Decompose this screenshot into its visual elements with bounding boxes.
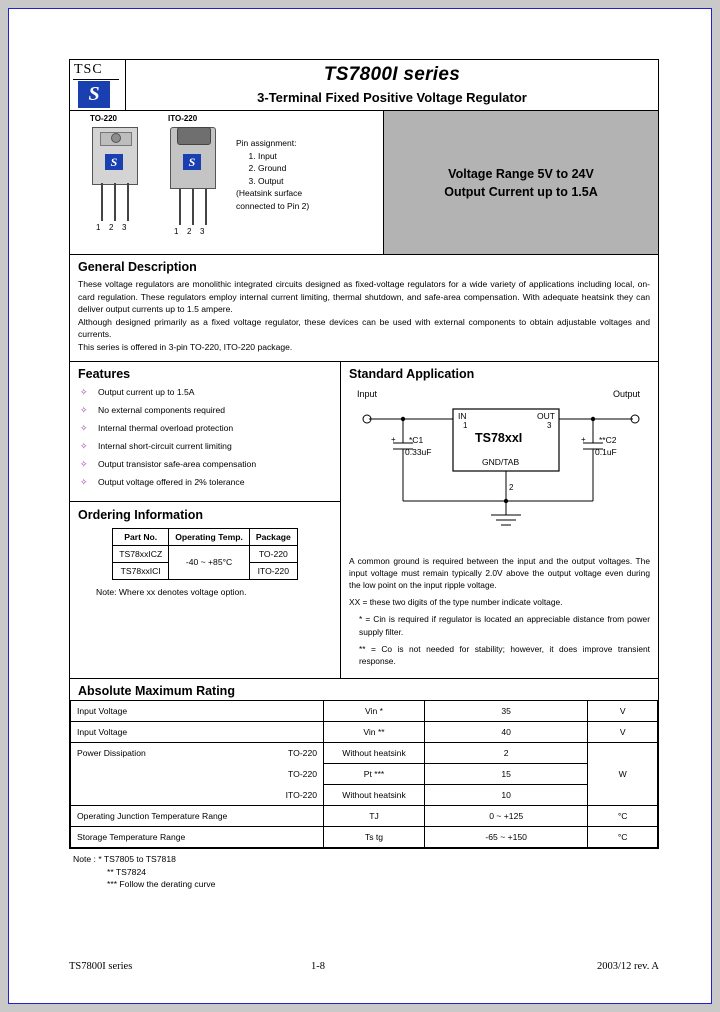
- feature-label: Internal short-circuit current limiting: [98, 440, 232, 451]
- absolute-max-notes: [69, 849, 659, 890]
- company-logo: [70, 60, 126, 110]
- list-item: 2. Ground: [258, 162, 376, 175]
- feature-label: Output voltage offered in 2% tolerance: [98, 476, 245, 487]
- pin-number-2: 2: [509, 482, 514, 492]
- table-row: [113, 545, 298, 562]
- feature-label: Internal thermal overload protection: [98, 422, 234, 433]
- pin-number-3: 3: [547, 420, 552, 430]
- cell-parameter: Storage Temperature Range: [71, 827, 324, 848]
- pin-number-1: 1: [463, 420, 468, 430]
- device-label: TS78xxI: [475, 430, 523, 445]
- general-description-body: [70, 276, 658, 361]
- to220-pin-1: 1: [96, 223, 101, 232]
- cell-parameter-package: ITO-220: [285, 789, 318, 800]
- logo-text: TSC: [74, 62, 103, 77]
- absolute-max-title: Absolute Maximum Rating: [78, 684, 235, 699]
- logo-rule: [73, 79, 119, 80]
- note-line-3: *** Follow the derating curve: [107, 879, 216, 889]
- cell-operating-temp: -40 ~ +85°C: [169, 545, 250, 579]
- diamond-bullet-icon: ✧: [80, 404, 88, 415]
- cell-value: 10: [424, 785, 587, 806]
- cell-parameter-label: Power Dissipation: [77, 748, 146, 759]
- cell-unit: °C: [588, 806, 658, 827]
- cell-part-no: TS78xxICI: [113, 562, 169, 579]
- cell-parameter-package: TO-220: [288, 769, 318, 780]
- table-row: [71, 785, 658, 806]
- list-item: [80, 477, 334, 488]
- page-title: TS7800I series: [323, 64, 461, 85]
- features-title: Features: [78, 366, 131, 381]
- table-row: [71, 764, 658, 785]
- page-footer: [69, 961, 659, 972]
- note-line-1: Note : * TS7805 to TS7818: [73, 854, 176, 865]
- absolute-max-section: [69, 679, 659, 849]
- cell-parameter: [71, 764, 324, 785]
- ordering-title: Ordering Information: [78, 507, 203, 522]
- device-pin-in-label: IN: [458, 410, 467, 421]
- list-item: [80, 423, 334, 434]
- table-row: [71, 743, 658, 764]
- footer-left: TS7800I series: [69, 961, 133, 972]
- ordering-note: Note: Where xx denotes voltage option.: [96, 586, 247, 597]
- application-schematic: [341, 383, 658, 551]
- ito220-pin-3: 3: [200, 227, 205, 236]
- ito220-tab-icon: [177, 127, 211, 145]
- note-line-2: ** TS7824: [107, 866, 147, 877]
- diamond-bullet-icon: ✧: [80, 440, 88, 451]
- cap2-value: 0.1uF: [595, 446, 617, 457]
- cell-parameter: [71, 785, 324, 806]
- cell-package: TO-220: [249, 545, 297, 562]
- heatsink-note-line2: connected to Pin 2): [236, 200, 310, 211]
- cell-parameter-package: TO-220: [288, 748, 318, 759]
- cell-symbol: Without heatsink: [324, 785, 425, 806]
- device-pin-out-label: OUT: [537, 410, 555, 421]
- column-header-package: Package: [249, 528, 297, 545]
- feature-label: Output current up to 1.5A: [98, 386, 195, 397]
- ito220-pin-1: 1: [174, 227, 179, 236]
- cell-parameter: Operating Junction Temperature Range: [71, 806, 324, 827]
- cell-symbol: TJ: [324, 806, 425, 827]
- table-row: [71, 722, 658, 743]
- cell-unit: W: [588, 743, 658, 806]
- cap2-name: **C2: [599, 434, 617, 445]
- voltage-range-line2: Output Current up to 1.5A: [444, 184, 598, 199]
- cap1-polarity: +: [391, 434, 396, 444]
- ito220-pin-2: 2: [187, 227, 192, 236]
- general-description-title: General Description: [78, 260, 197, 274]
- application-note-2: XX = these two digits of the type number indicate voltage.: [349, 597, 563, 608]
- table-header-row: [113, 528, 298, 545]
- input-label: Input: [357, 388, 378, 399]
- list-item: [80, 405, 334, 416]
- list-item: 3. Output: [258, 175, 376, 188]
- features-application-section: [69, 362, 659, 680]
- pin-assignment: [236, 137, 376, 212]
- to220-brand-icon: S: [105, 154, 123, 170]
- cell-part-no: TS78xxICZ: [113, 545, 169, 562]
- ito220-body-icon: [170, 127, 216, 189]
- page-content: [69, 59, 659, 890]
- diamond-bullet-icon: ✧: [80, 386, 88, 397]
- feature-label: No external components required: [98, 404, 226, 415]
- general-description-section: [69, 255, 659, 362]
- diamond-bullet-icon: ✧: [80, 422, 88, 433]
- package-band: [69, 111, 659, 255]
- cell-value: 0 ~ +125: [424, 806, 587, 827]
- voltage-range-box: [384, 111, 658, 254]
- general-description-p1: These voltage regulators are monolithic integrated circuits designed as fixed-voltage regulators for a wide variety of applications including local, on-card regulation. These regulators employ internal current limiting, thermal shutdown, and safe-area compensation. With adequate heatsink they can deliver output currents up to 1.5 ampere.: [78, 279, 650, 315]
- cap2-polarity: +: [581, 434, 586, 444]
- application-notes: [341, 551, 658, 679]
- application-note-3: * = Cin is required if regulator is located an appreciable distance from power supply filter.: [359, 614, 650, 637]
- cell-symbol: Without heatsink: [324, 743, 425, 764]
- cell-unit: °C: [588, 827, 658, 848]
- application-title: Standard Application: [349, 366, 475, 381]
- diamond-bullet-icon: ✧: [80, 458, 88, 469]
- cell-parameter: [71, 743, 324, 764]
- cell-unit: V: [588, 722, 658, 743]
- cap1-name: *C1: [409, 434, 424, 445]
- cell-package: ITO-220: [249, 562, 297, 579]
- list-item: [80, 441, 334, 452]
- cell-symbol: Vin *: [324, 701, 425, 722]
- to220-pin-2: 2: [109, 223, 114, 232]
- package-label-ito220: ITO-220: [168, 114, 198, 123]
- features-list: [70, 383, 340, 501]
- list-item: [80, 387, 334, 398]
- cell-value: 15: [424, 764, 587, 785]
- output-label: Output: [613, 388, 641, 399]
- pin-assignment-title: Pin assignment:: [236, 138, 297, 148]
- general-description-p3: This series is offered in 3-pin TO-220, ITO-220 package.: [78, 341, 293, 352]
- list-item: [80, 459, 334, 470]
- heatsink-note-line1: (Heatsink surface: [236, 188, 303, 198]
- cell-value: 35: [424, 701, 587, 722]
- cell-value: -65 ~ +150: [424, 827, 587, 848]
- ordering-table: [112, 528, 298, 580]
- table-row: [71, 806, 658, 827]
- package-drawings: [70, 111, 384, 254]
- to220-pin-3: 3: [122, 223, 127, 232]
- table-row: [71, 827, 658, 848]
- diamond-bullet-icon: ✧: [80, 476, 88, 487]
- general-description-p2: Although designed primarily as a fixed voltage regulator, these devices can be used with external components to obtain adjustable voltages and currents.: [78, 316, 650, 340]
- table-row: [71, 701, 658, 722]
- cell-symbol: Vin **: [324, 722, 425, 743]
- cell-symbol: Ts tg: [324, 827, 425, 848]
- application-note-4: ** = Co is not needed for stability; however, it does improve transient response.: [359, 643, 650, 666]
- absolute-max-table: [70, 700, 658, 848]
- cell-value: 2: [424, 743, 587, 764]
- cell-parameter: Input Voltage: [71, 701, 324, 722]
- logo-mark-icon: S: [78, 81, 110, 108]
- list-item: 1. Input: [258, 150, 376, 163]
- cap1-value: 0.33uF: [405, 446, 432, 457]
- page-subtitle: 3-Terminal Fixed Positive Voltage Regulator: [257, 90, 527, 105]
- package-label-to220: TO-220: [90, 114, 117, 123]
- cell-unit: V: [588, 701, 658, 722]
- column-header-operating-temp: Operating Temp.: [169, 528, 250, 545]
- cell-value: 40: [424, 722, 587, 743]
- footer-revision: 2003/12 rev. A: [596, 961, 659, 972]
- pin-assignment-list: [236, 150, 376, 188]
- datasheet-page: [8, 8, 712, 1004]
- voltage-range-line1: Voltage Range 5V to 24V: [448, 166, 594, 181]
- features-ordering-column: [70, 362, 341, 679]
- column-header-part-no: Part No.: [113, 528, 169, 545]
- device-pin-gnd-label: GND/TAB: [482, 456, 520, 467]
- cell-symbol: Pt ***: [324, 764, 425, 785]
- document-header: [69, 59, 659, 111]
- cell-parameter: Input Voltage: [71, 722, 324, 743]
- footer-page-number: 1-8: [311, 961, 325, 972]
- feature-label: Output transistor safe-area compensation: [98, 458, 257, 469]
- application-column: [341, 362, 658, 679]
- header-titles: [126, 60, 658, 110]
- ito220-brand-icon: S: [183, 154, 201, 170]
- application-note-1: A common ground is required between the input and the output voltages. The input voltage must remain typically 2.0V above the output voltage even during the low point on the input ripple voltage.: [349, 555, 650, 590]
- schematic-svg: [341, 383, 659, 551]
